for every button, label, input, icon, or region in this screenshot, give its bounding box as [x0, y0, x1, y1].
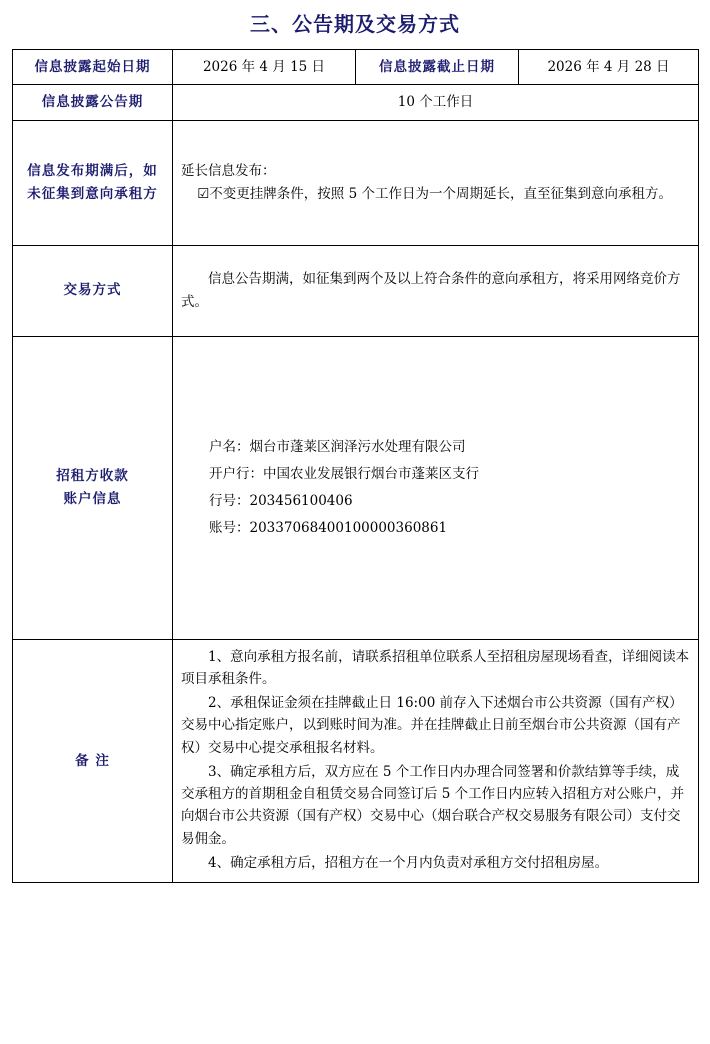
account-bank: 开户行：中国农业发展银行烟台市蓬莱区支行 — [209, 465, 479, 482]
table-row-notes — [13, 639, 699, 883]
account-label — [13, 336, 173, 639]
announcement-table — [12, 49, 699, 883]
table-row-announcement-period — [13, 85, 699, 120]
note-item: 4、确定承租方后，招租方在一个月内负责对承租方交付招租房屋。 — [208, 854, 609, 871]
announcement-period-label: 信息披露公告期 — [13, 85, 173, 120]
no-tenant-line-1: 延长信息发布： — [181, 163, 276, 180]
account-name: 户名：烟台市蓬莱区润泽污水处理有限公司 — [209, 438, 466, 455]
account-info — [173, 336, 699, 639]
disclosure-start-value: 2026 年 4 月 15 日 — [173, 50, 356, 85]
trade-mode-value — [173, 245, 699, 336]
note-item: 2、承租保证金须在挂牌截止日 16:00 前存入下述烟台市公共资源（国有产权）交易中心指定账户，以到账时间为准。并在挂牌截止日前至烟台市公共资源（国有产权）交易中心提交承租报名材料。 — [181, 695, 683, 756]
account-label-line-1: 招租方收款 — [56, 468, 129, 485]
trade-mode-label: 交易方式 — [13, 245, 173, 336]
announcement-period-value: 10 个工作日 — [173, 85, 699, 120]
no-tenant-line-2: ☑不变更挂牌条件，按照 5 个工作日为一个周期延长，直至征集到意向承租方。 — [197, 185, 672, 202]
notes-label: 备 注 — [13, 639, 173, 883]
note-item: 3、确定承租方后，双方应在 5 个工作日内办理合同签署和价款结算等手续，成交承租方的首期租金自租赁交易合同签订后 5 个工作日内应转入招租方对公账户，并向烟台市公共资源（国有产权）交易中心（烟台联合产权交易服务有限公司）支付交易佣金。 — [181, 763, 685, 847]
disclosure-end-label: 信息披露截止日期 — [356, 50, 519, 85]
no-tenant-content — [173, 120, 699, 245]
disclosure-end-value: 2026 年 4 月 28 日 — [519, 50, 699, 85]
table-row-disclosure-dates — [13, 50, 699, 85]
disclosure-start-label: 信息披露起始日期 — [13, 50, 173, 85]
notes-content — [173, 639, 699, 883]
table-row-no-tenant — [13, 120, 699, 245]
note-item: 1、意向承租方报名前，请联系招租单位联系人至招租房屋现场看查，详细阅读本项目承租条件。 — [181, 648, 690, 687]
table-row-trade-mode — [13, 245, 699, 336]
account-bank-code: 行号：203456100406 — [209, 492, 353, 509]
document-page — [0, 8, 710, 883]
page-title: 三、公告期及交易方式 — [250, 12, 460, 36]
table-row-account — [13, 336, 699, 639]
no-tenant-label: 信息发布期满后，如未征集到意向承租方 — [13, 120, 173, 245]
trade-mode-text: 信息公告期满，如征集到两个及以上符合条件的意向承租方，将采用网络竞价方式。 — [181, 271, 681, 310]
account-label-line-2: 账户信息 — [63, 490, 122, 507]
account-number: 账号：20337068400100000360861 — [209, 519, 448, 536]
